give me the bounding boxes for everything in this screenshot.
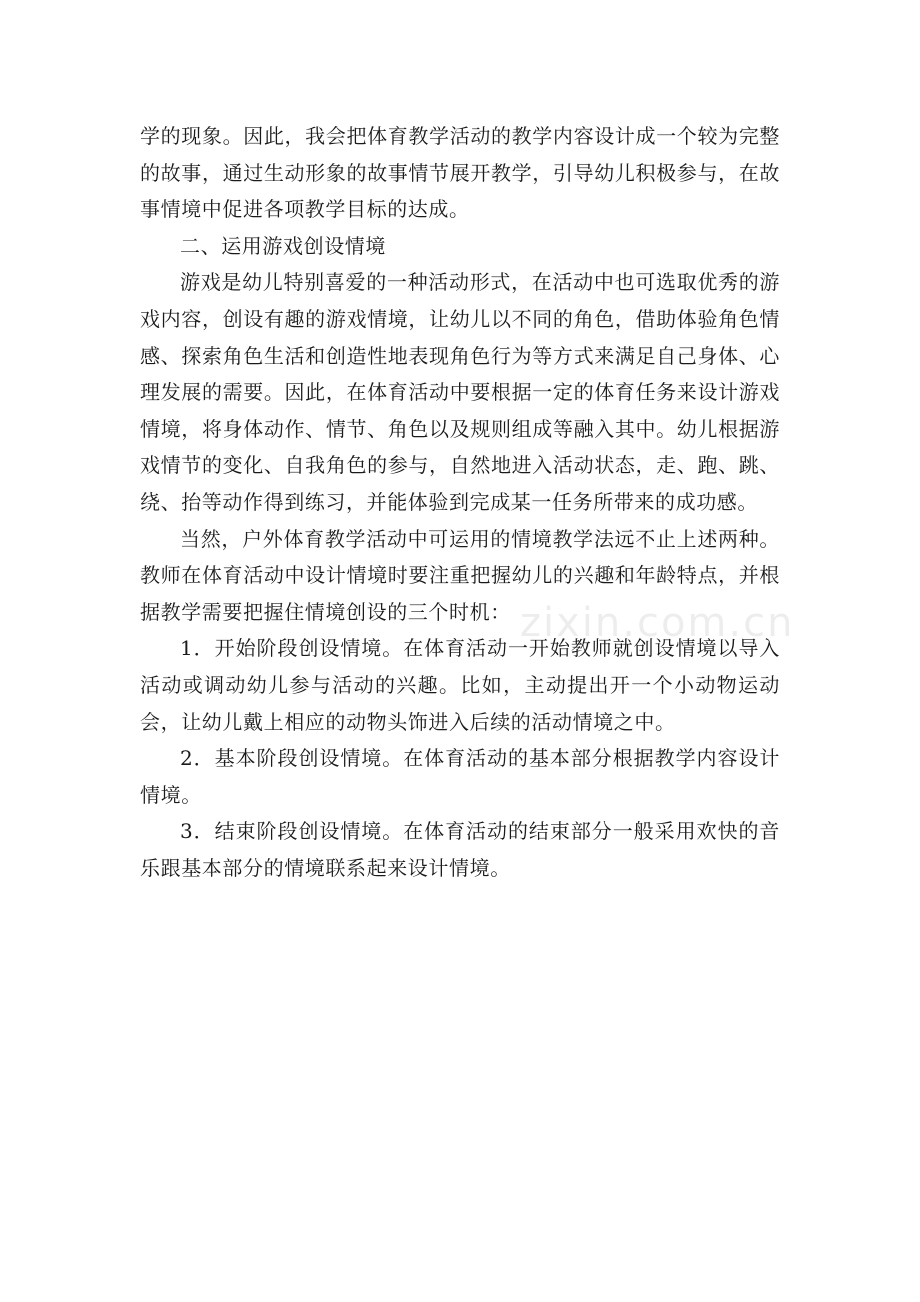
paragraph-stage-basic: 2．基本阶段创设情境。在体育活动的基本部分根据教学内容设计情境。 (140, 746, 780, 807)
paragraph-stage-end: 3．结束阶段创设情境。在体育活动的结束部分一般采用欢快的音乐跟基本部分的情境联系起来设计情境。 (140, 819, 780, 880)
document-page (140, 118, 780, 886)
paragraph-timing-intro: 当然，户外体育教学活动中可运用的情境教学法远不止上述两种。教师在体育活动中设计情境时要注重把握幼儿的兴趣和年龄特点，并根据教学需要把握住情境创设的三个时机： (140, 526, 780, 624)
paragraph-stage-start: 1．开始阶段创设情境。在体育活动一开始教师就创设情境以导入活动或调动幼儿参与活动的兴趣。比如，主动提出开一个小动物运动会，让幼儿戴上相应的动物头饰进入后续的活动情境之中。 (140, 636, 780, 734)
paragraph-continuation: 学的现象。因此，我会把体育教学活动的教学内容设计成一个较为完整的故事，通过生动形象的故事情节展开教学，引导幼儿积极参与，在故事情境中促进各项教学目标的达成。 (140, 124, 780, 222)
watermark: zixin.com.cn (520, 600, 795, 646)
paragraph-game-context: 游戏是幼儿特别喜爱的一种活动形式，在活动中也可选取优秀的游戏内容，创设有趣的游戏情境，让幼儿以不同的角色，借助体验角色情感、探索角色生活和创造性地表现角色行为等方式来满足自己身体、心理发展的需要。因此，在体育活动中要根据一定的体育任务来设计游戏情境，将身体动作、情节、角色以及规则组成等融入其中。幼儿根据游戏情节的变化、自我角色的参与，自然地进入活动状态，走、跑、跳、绕、抬等动作得到练习，并能体验到完成某一任务所带来的成功感。 (140, 270, 780, 514)
section-heading: 二、运用游戏创设情境 (180, 233, 386, 258)
